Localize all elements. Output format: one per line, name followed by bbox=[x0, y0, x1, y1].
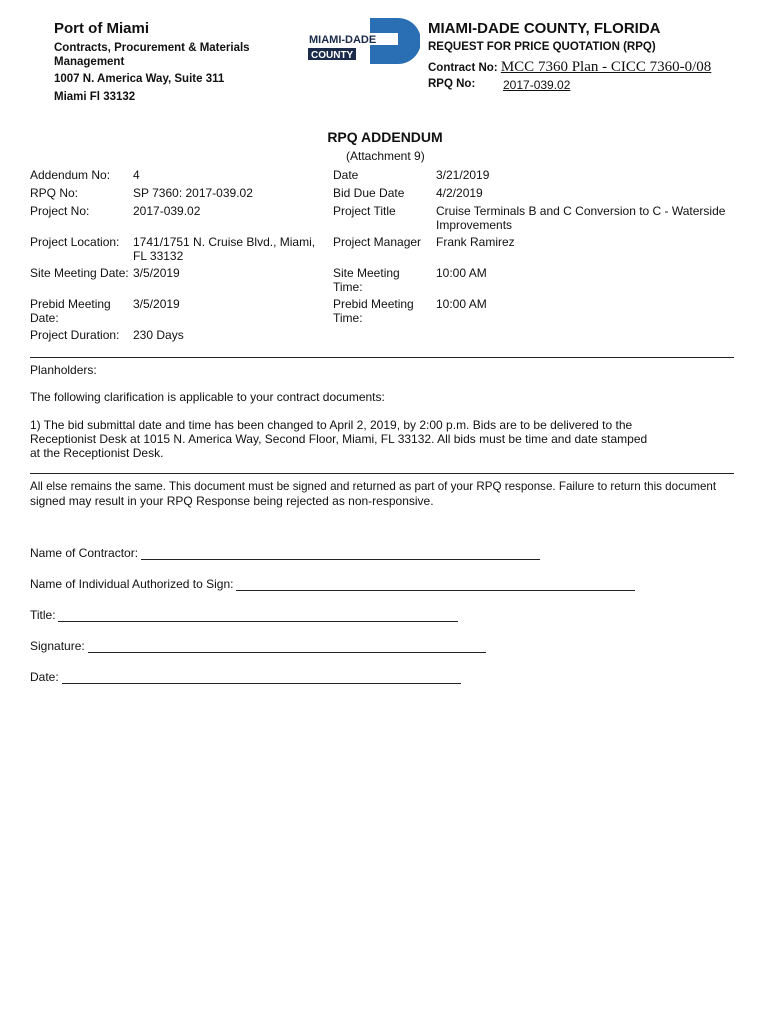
contractor-name-field[interactable] bbox=[141, 546, 540, 560]
rpq-no-label: RPQ No: bbox=[30, 186, 79, 200]
site-meeting-date-value: 3/5/2019 bbox=[133, 266, 180, 280]
county-title: MIAMI-DADE COUNTY, FLORIDA bbox=[428, 20, 661, 37]
project-title-value-1: Cruise Terminals B and C Conversion to C - Waterside bbox=[436, 204, 726, 218]
prebid-meeting-time-value: 10:00 AM bbox=[436, 297, 487, 311]
miami-dade-logo bbox=[308, 18, 420, 64]
contract-number-row bbox=[428, 59, 711, 76]
addendum-title: RPQ ADDENDUM bbox=[327, 129, 443, 145]
bid-due-date-value: 4/2/2019 bbox=[436, 186, 483, 200]
project-location-value-2: FL 33132 bbox=[133, 249, 184, 263]
address-line-2: Miami Fl 33132 bbox=[54, 91, 136, 103]
rpq-no-value: SP 7360: 2017-039.02 bbox=[133, 186, 253, 200]
date-sign-label: Date: bbox=[30, 670, 59, 684]
logo-text-1: MIAMI-DADE bbox=[309, 34, 377, 46]
prebid-meeting-date-label-1: Prebid Meeting bbox=[30, 297, 111, 311]
logo-text-2: COUNTY bbox=[311, 50, 354, 61]
date-value: 3/21/2019 bbox=[436, 168, 490, 182]
signature-row bbox=[30, 639, 486, 653]
item1-line-1: 1) The bid submittal date and time has been changed to April 2, 2019, by 2:00 p.m. Bids are to be delivered to the bbox=[30, 418, 633, 432]
project-title-value-2: Improvements bbox=[436, 218, 513, 232]
date-row bbox=[30, 670, 461, 684]
project-no-value: 2017-039.02 bbox=[133, 204, 201, 218]
item1-line-2: Receptionist Desk at 1015 N. America Way, Second Floor, Miami, FL 33132. All bids must be time and date stamped bbox=[30, 432, 648, 446]
individual-name-label: Name of Individual Authorized to Sign: bbox=[30, 577, 234, 591]
project-duration-label: Project Duration: bbox=[30, 328, 120, 342]
site-meeting-time-label-2: Time: bbox=[333, 280, 363, 294]
project-manager-label: Project Manager bbox=[333, 235, 422, 249]
port-title: Port of Miami bbox=[54, 20, 150, 37]
contract-label: Contract No: bbox=[428, 62, 498, 74]
project-location-label: Project Location: bbox=[30, 235, 120, 249]
signature-label: Signature: bbox=[30, 639, 85, 653]
project-manager-value: Frank Ramirez bbox=[436, 235, 515, 249]
addendum-no-label: Addendum No: bbox=[30, 168, 111, 182]
contractor-name-row bbox=[30, 546, 540, 560]
date-field[interactable] bbox=[62, 670, 461, 684]
project-location-value-1: 1741/1751 N. Cruise Blvd., Miami, bbox=[133, 235, 316, 249]
project-duration-value: 230 Days bbox=[133, 328, 184, 342]
project-no-label: Project No: bbox=[30, 204, 90, 218]
prebid-meeting-time-label-2: Time: bbox=[333, 311, 363, 325]
title-row bbox=[30, 608, 458, 622]
date-label: Date bbox=[333, 168, 359, 182]
individual-name-row bbox=[30, 577, 635, 591]
prebid-meeting-date-label-2: Date: bbox=[30, 311, 59, 325]
rpq-number-row bbox=[428, 78, 571, 92]
clarification-intro: The following clarification is applicable to your contract documents: bbox=[30, 390, 385, 404]
attachment-label: (Attachment 9) bbox=[346, 149, 425, 163]
closing-line-2: signed may result in your RPQ Response being rejected as non-responsive. bbox=[30, 494, 434, 508]
project-title-label: Project Title bbox=[333, 204, 396, 218]
signature-field[interactable] bbox=[88, 639, 486, 653]
site-meeting-date-label: Site Meeting Date: bbox=[30, 266, 129, 280]
rpq-subtitle: REQUEST FOR PRICE QUOTATION (RPQ) bbox=[428, 41, 656, 53]
addendum-no-value: 4 bbox=[133, 168, 140, 182]
divider-2 bbox=[30, 473, 734, 474]
address-line-1: 1007 N. America Way, Suite 311 bbox=[54, 73, 225, 85]
site-meeting-time-value: 10:00 AM bbox=[436, 266, 487, 280]
item1-line-3: at the Receptionist Desk. bbox=[30, 446, 164, 460]
department-line-2: Management bbox=[54, 56, 125, 68]
contract-value: MCC 7360 Plan - CICC 7360-0/08 bbox=[500, 59, 712, 75]
prebid-meeting-date-value: 3/5/2019 bbox=[133, 297, 180, 311]
individual-name-field[interactable] bbox=[236, 577, 635, 591]
department-line-1: Contracts, Procurement & Materials bbox=[54, 42, 250, 54]
rpq-label: RPQ No: bbox=[428, 78, 476, 90]
bid-due-date-label: Bid Due Date bbox=[333, 186, 405, 200]
title-field[interactable] bbox=[58, 608, 458, 622]
closing-line-1: All else remains the same. This document must be signed and returned as part of your RPQ response. Failure to return this document bbox=[30, 480, 717, 493]
site-meeting-time-label-1: Site Meeting bbox=[333, 266, 400, 280]
prebid-meeting-time-label-1: Prebid Meeting bbox=[333, 297, 414, 311]
title-label: Title: bbox=[30, 608, 56, 622]
rpq-value: 2017-039.02 bbox=[503, 78, 571, 92]
contractor-name-label: Name of Contractor: bbox=[30, 546, 139, 560]
planholders-label: Planholders: bbox=[30, 363, 97, 377]
divider-1 bbox=[30, 357, 734, 358]
